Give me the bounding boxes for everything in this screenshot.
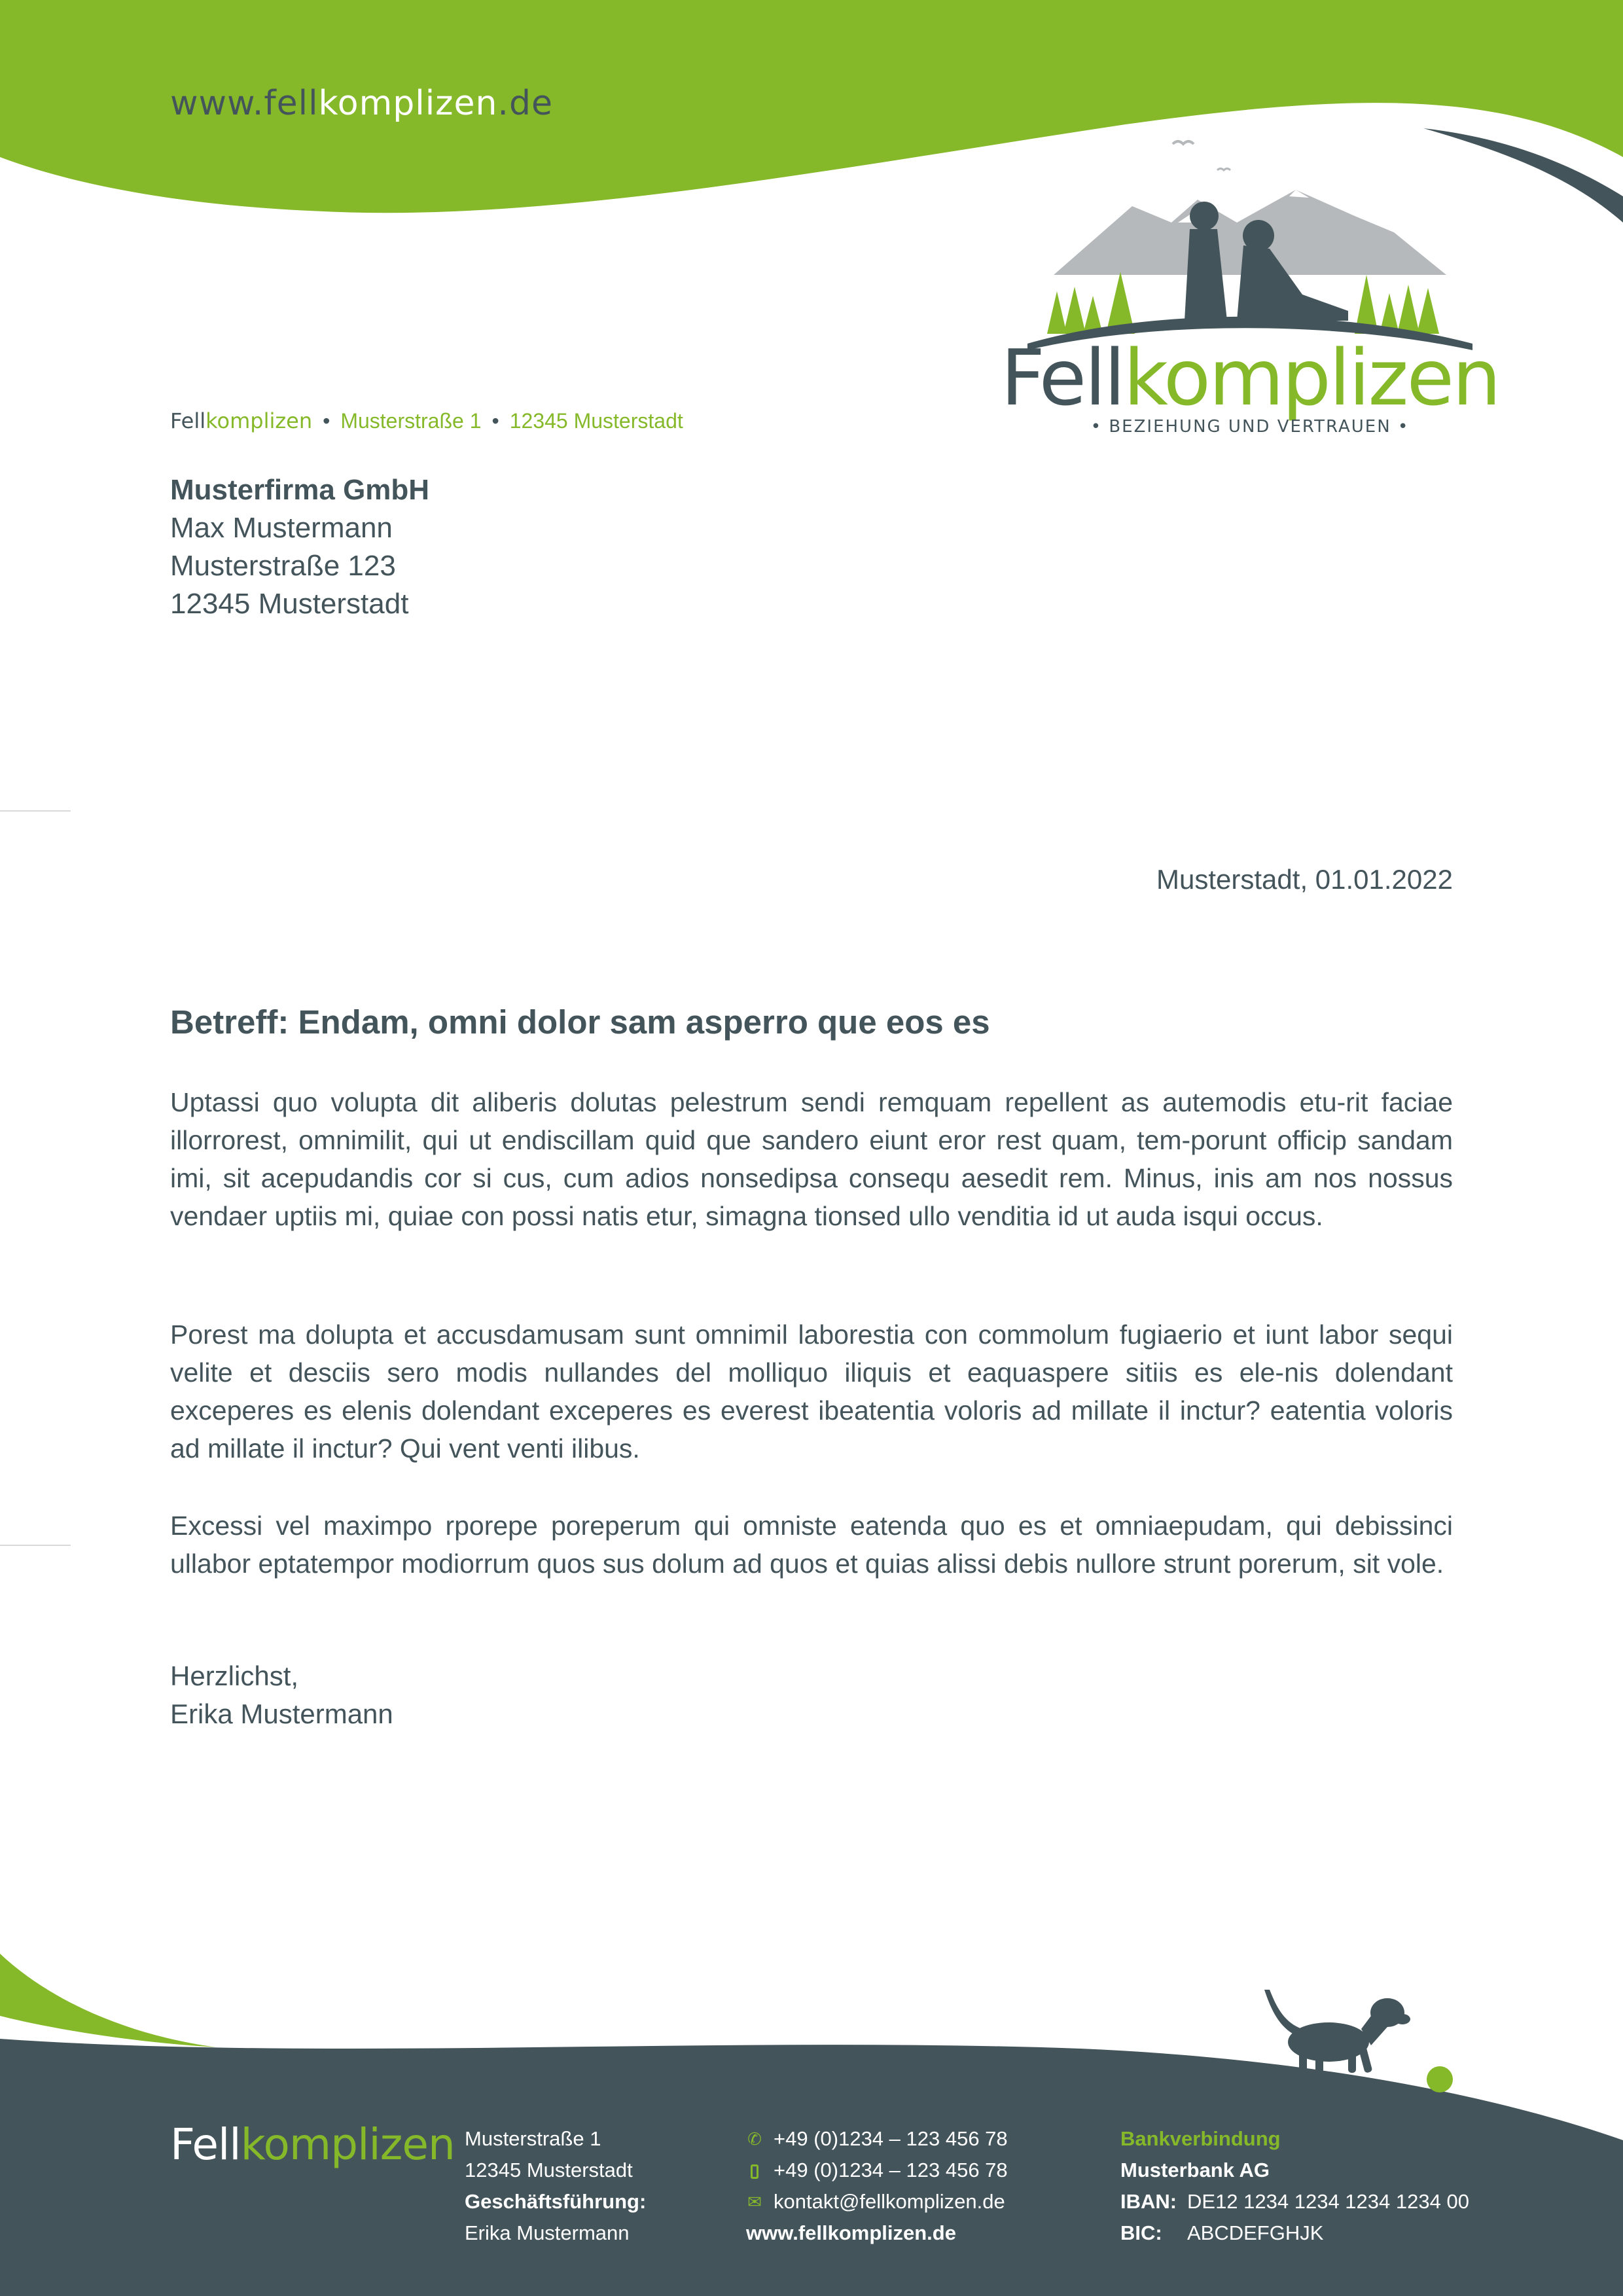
fold-mark-top [0,810,71,812]
mobile-phone-icon [746,2161,763,2180]
footer-green-swoosh [0,1954,216,2047]
footer-iban-label: IBAN: [1120,2190,1177,2213]
footer-street: Musterstraße 1 [465,2127,601,2150]
footer-mobile-row[interactable] [746,2155,1008,2186]
logo-wordmark-b: komplizen [1123,332,1499,423]
footer-brand-b: komplizen [240,2119,455,2170]
footer-mobile: +49 (0)1234 – 123 456 78 [774,2159,1008,2181]
separator-dot: • [323,409,330,433]
website-part-3: .de [497,84,553,123]
letter-closing [170,1657,393,1733]
separator-dot: • [491,409,499,433]
sender-brand-a: Fell [170,408,206,433]
footer-email: kontakt@fellkomplizen.de [774,2190,1005,2213]
sender-street: Musterstraße 1 [340,409,482,433]
body-paragraph-2: Porest ma dolupta et accusdamusam sunt omnimil laborestia con commolum fugiaerio et iunt labor sequi velite et desciis sero modis nullandes del molliquo iliquis et eaquaspere sitiis es ele-nis dolendant exceperes es elenis dolendant exceperes es everest ibeatentia voloris ad millate il inctur? eatentia voloris ad millate il inctur? Qui vent venti ilibus. [170,1319,1453,1463]
footer-email-row[interactable] [746,2186,1008,2217]
letter-subject: Betreff: Endam, omni dolor sam asperro que eos es [170,1003,990,1041]
letter-date: Musterstadt, 01.01.2022 [1156,864,1453,895]
recipient-name: Max Mustermann [170,512,393,544]
website-part-1: www.fell [170,84,319,123]
footer-bic: ABCDEFGHJK [1187,2221,1324,2244]
svg-text:Fellkomplizen [1001,332,1499,423]
body-paragraph-3: Excessi vel maximpo rporepe poreperum qui omniste eatenda quo es et omniaepudam, qui debissinci ullabor eptatempor modiorrum quos sus dolum ad quos et quias alissi debis nullore strunt porerum, sit vole. [170,1511,1453,1579]
website-part-2: komplizen [318,84,498,123]
footer-management-name: Erika Mustermann [465,2221,630,2244]
footer-iban: DE12 1234 1234 1234 1234 00 [1187,2190,1469,2213]
email-icon: ✉ [747,2192,762,2212]
footer-bank-name: Musterbank AG [1120,2159,1270,2181]
closing-signature: Erika Mustermann [170,1698,393,1729]
recipient-company: Musterfirma GmbH [170,474,430,506]
phone-icon: ✆ [747,2129,762,2149]
header-website[interactable] [170,84,553,123]
footer-bic-row [1120,2217,1469,2249]
sender-city: 12345 Musterstadt [509,409,683,433]
footer-brand [170,2119,455,2170]
sender-line [170,408,683,433]
body-paragraph-1: Uptassi quo volupta dit aliberis dolutas pelestrum sendi remquam repellent as autemodis etu-rit faciae illorrorest, omnimilit, qui ut endiscillam quid que sandero eiunt eror rest quam, tem-porunt officip sandam imi, sit acepudandis cor si cus, cum adios nonsedipsa consequ aesedit rem. Minus, inis am nos nossus vendaer uptiis mi, quiae con possi natis etur, simagna tionsed ullo venditia id ut auda isqui occus. [170,1087,1453,1231]
fold-mark-bottom [0,1545,71,1546]
recipient-address [170,471,429,623]
footer-green-dot [1427,2066,1453,2092]
footer-city: 12345 Musterstadt [465,2159,633,2181]
recipient-city: 12345 Musterstadt [170,588,409,620]
closing-greeting: Herzlichst, [170,1660,299,1691]
company-logo [1001,124,1499,439]
footer-phone-row[interactable] [746,2123,1008,2155]
logo-illustration-icon [1001,124,1499,439]
footer-website[interactable]: www.fellkomplizen.de [746,2221,956,2244]
footer-contact [746,2123,1008,2249]
footer-management-label: Geschäftsführung: [465,2190,647,2213]
footer-brand-a: Fell [170,2119,241,2170]
footer-bank-heading: Bankverbindung [1120,2127,1281,2150]
footer-bic-label: BIC: [1120,2221,1162,2244]
footer-iban-row [1120,2186,1469,2217]
logo-wordmark-a: Fell [1001,332,1124,423]
dog-silhouette-icon [1264,1990,1410,2075]
recipient-street: Musterstraße 123 [170,550,396,582]
sender-brand-b: komplizen [205,408,313,433]
footer-address [465,2123,646,2249]
logo-tagline: • BEZIEHUNG UND VERTRAUEN • [1090,417,1410,437]
footer-phone: +49 (0)1234 – 123 456 78 [774,2127,1008,2150]
footer-bank [1120,2123,1469,2249]
